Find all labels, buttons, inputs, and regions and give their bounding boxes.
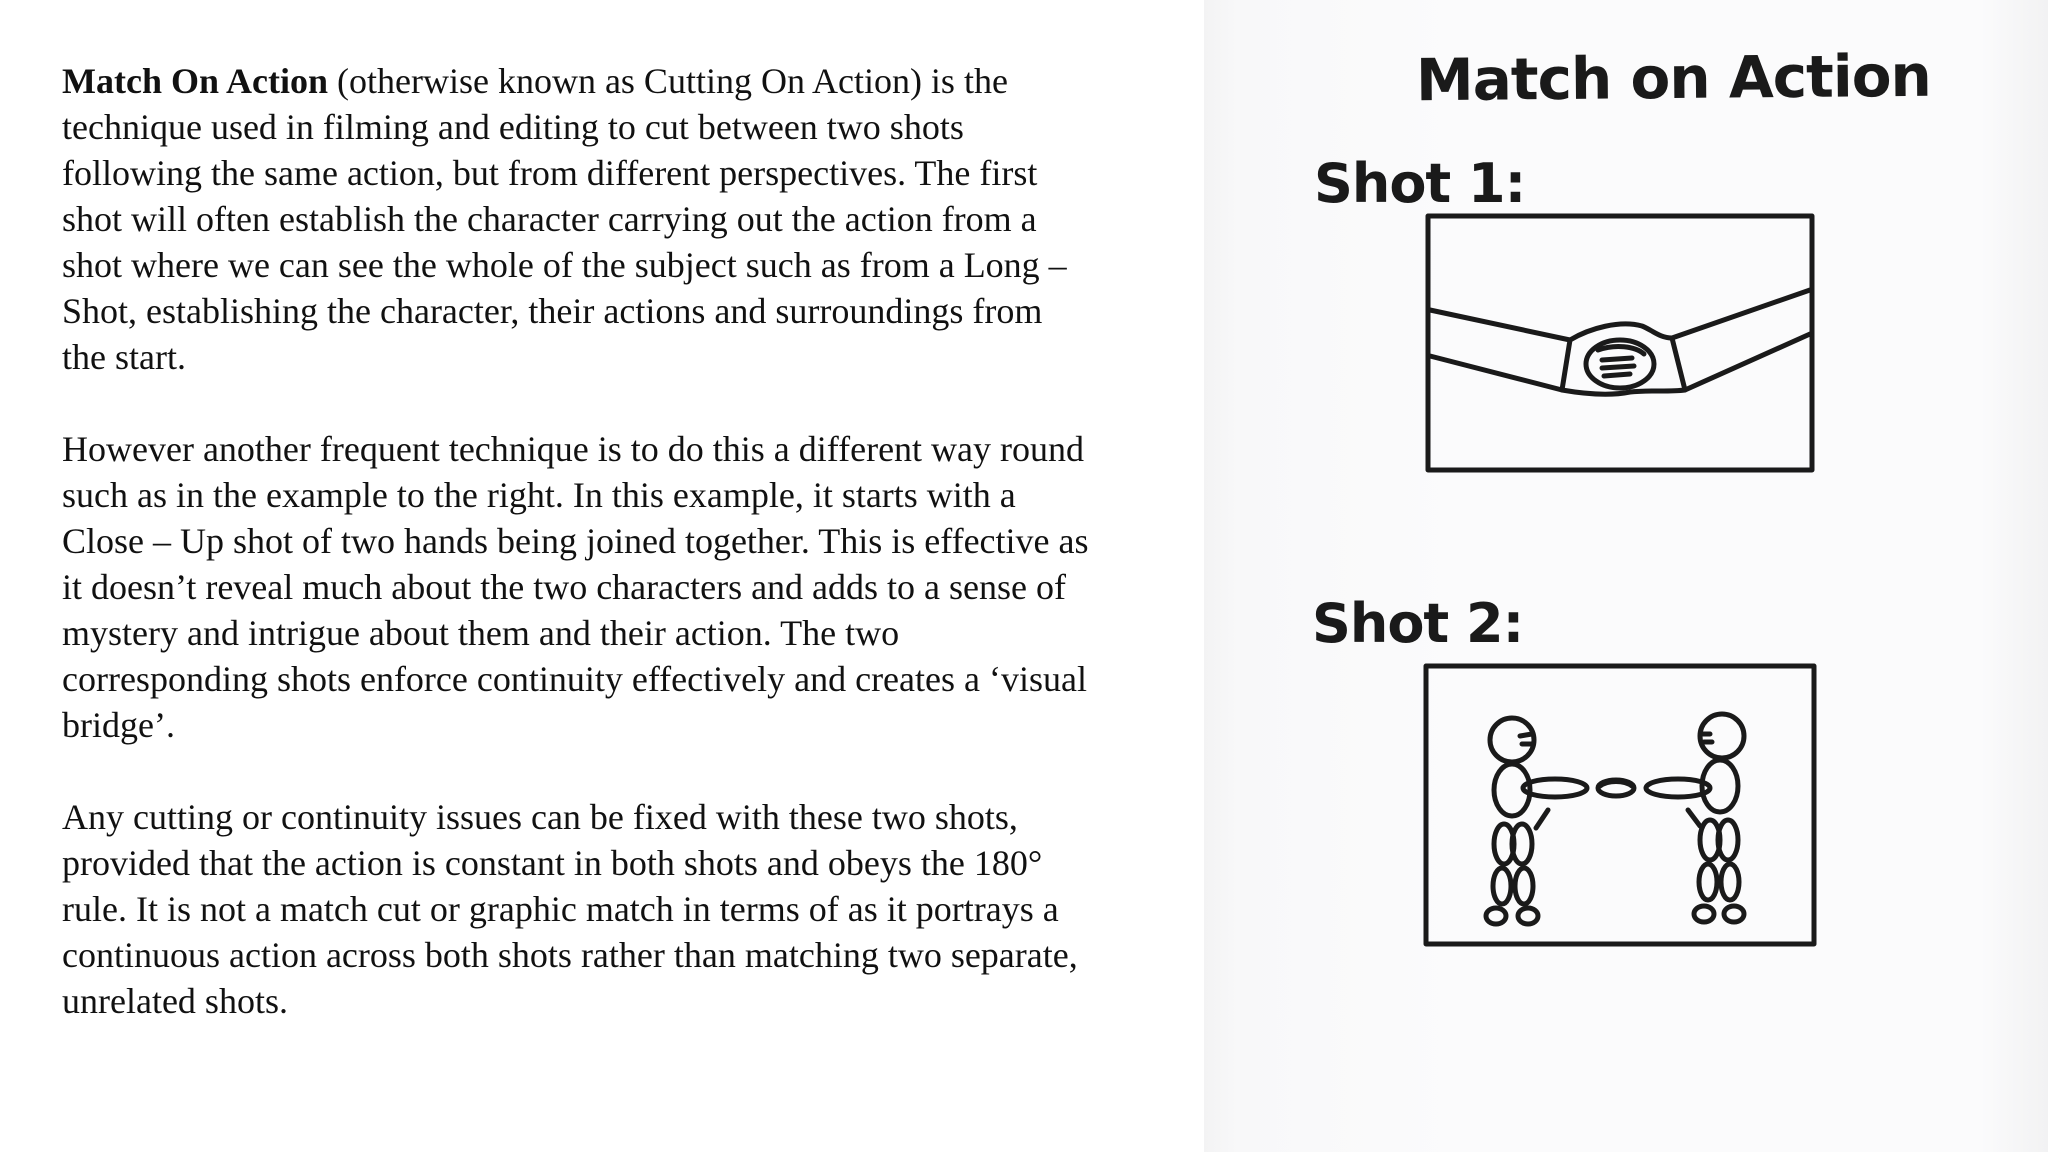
shot-1-label: Shot 1: — [1314, 152, 1526, 215]
definition-text: (otherwise known as Cutting On Action) is the technique used in filming and editing to cut between two shots following the same action, but from different perspectives. The first shot will often establish the character carrying out the action from a shot where we can see the whole of the subject such as from a Long – Shot, establishing the character, their actions and surroundings from the start. — [62, 61, 1067, 377]
paragraph-definition — [62, 58, 1092, 380]
sketch-title: Match on Action — [1415, 41, 1932, 115]
shot-1-closeup-hands-drawing — [1420, 208, 1820, 478]
paragraph-example: However another frequent technique is to do this a different way round such as in the example to the right. In this example, it starts with a Close – Up shot of two hands being joined together. This is effective as it doesn’t reveal much about the two characters and adds to a sense of mystery and intrigue about them and their action. The two corresponding shots enforce continuity effectively and creates a ‘visual bridge’. — [62, 429, 1089, 745]
article-text — [62, 58, 1092, 1070]
term-match-on-action: Match On Action — [62, 61, 328, 101]
shot-2-label: Shot 2: — [1312, 592, 1524, 655]
paragraph-continuity: Any cutting or continuity issues can be fixed with these two shots, provided that the action is constant in both shots and obeys the 180° rule. It is not a match cut or graphic match in terms of as it portrays a continuous action across both shots rather than matching two separate, unrelated shots. — [62, 797, 1078, 1021]
shot-2-long-shot-figures-drawing — [1420, 660, 1820, 950]
